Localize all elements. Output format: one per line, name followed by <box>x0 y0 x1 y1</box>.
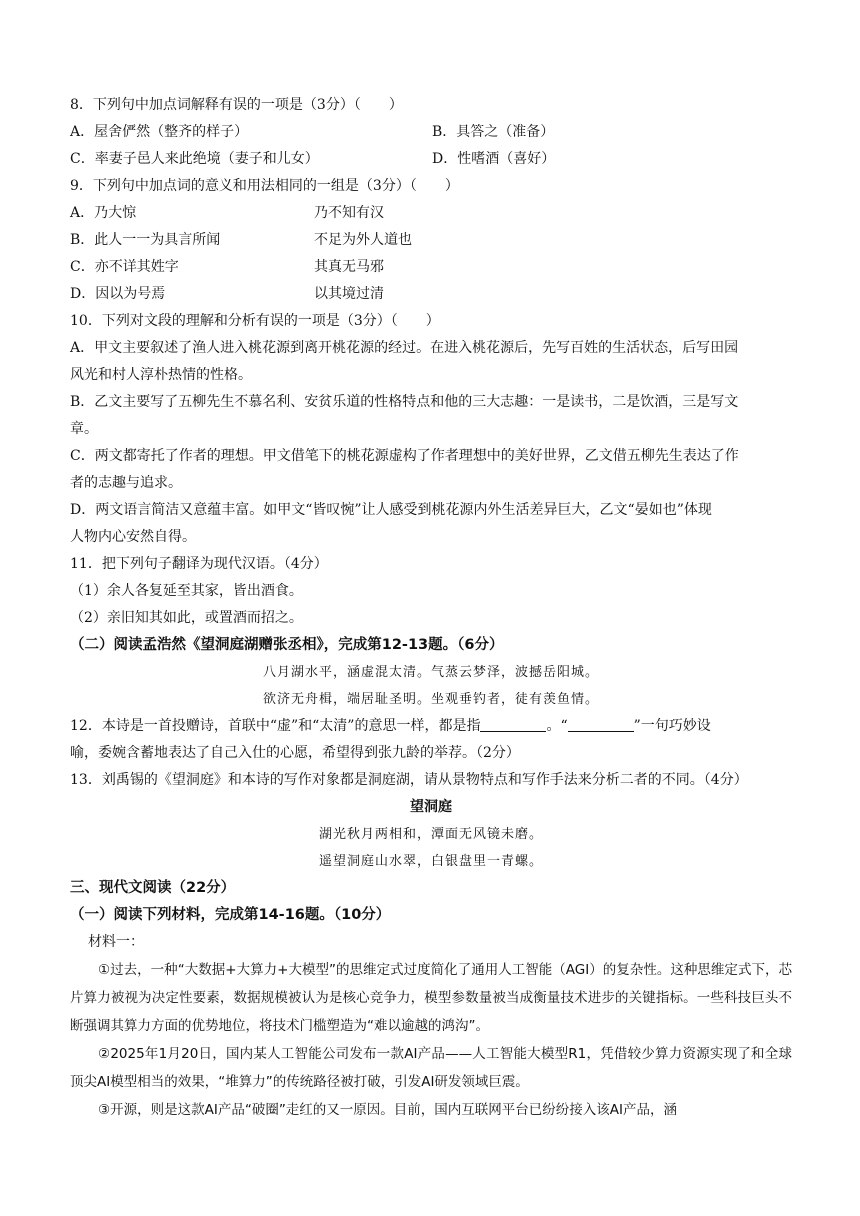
q8-option-d: D．性嗜酒（喜好） <box>432 151 556 167</box>
q12-text-1: 12．本诗是一首投赠诗，首联中“虚”和“太清”的意思一样，都是指 <box>70 718 481 734</box>
q8-stem: 8．下列句中加点词解释有误的一项是（3分）（ ） <box>70 97 403 113</box>
q9-d-left: D．因以为号焉 <box>70 286 166 302</box>
q9-row-b <box>70 227 792 254</box>
q10-stem: 10．下列对文段的理解和分析有误的一项是（3分）（ ） <box>70 313 440 329</box>
q10-option-a-line1: A．甲文主要叙述了渔人进入桃花源到离开桃花源的经过。在进入桃花源后，先写百姓的生活状态，后写田园 <box>70 340 739 356</box>
q9-stem: 9．下列句中加点词的意义和用法相同的一组是（3分）（ ） <box>70 178 459 194</box>
q10-option-c-line1: C．两文都寄托了作者的理想。甲文借笔下的桃花源虚构了作者理想中的美好世界，乙文借五柳先生表达了作 <box>70 448 739 464</box>
q9-d-right: 以其境过清 <box>314 286 384 302</box>
q8-options-row-2 <box>70 146 792 173</box>
q8-option-a: A．屋舍俨然（整齐的样子） <box>70 124 249 140</box>
q12-text-3: ”一句巧妙设 <box>633 718 711 734</box>
q11-sentence-2: （2）亲旧知其如此，或置酒而招之。 <box>70 610 303 626</box>
q12-line-1 <box>70 713 792 740</box>
material-paragraph-3: ③开源，则是这款AI产品“破圈”走红的又一原因。目前，国内互联网平台已纷纷接入该AI产品，涵 <box>98 1102 678 1118</box>
q10-option-b-line2: 章。 <box>70 421 98 437</box>
q9-row-a <box>70 200 792 227</box>
q10-option-a-line2: 风光和村人淳朴热情的性格。 <box>70 367 252 383</box>
q11-sentence-1: （1）余人各复延至其家，皆出酒食。 <box>70 583 303 599</box>
q8-options-row-1 <box>70 119 792 146</box>
q10-option-b-line1: B．乙文主要写了五柳先生不慕名利、安贫乐道的性格特点和他的三大志趣：一是读书，二是饮酒，三是写文 <box>70 394 739 410</box>
q12-line-2: 喻，委婉含蓄地表达了自己入仕的心愿，希望得到张九龄的举荐。（2分） <box>70 745 520 761</box>
section3-subheading: （一）阅读下列材料，完成第14-16题。（10分） <box>70 907 391 923</box>
q9-row-d <box>70 281 792 308</box>
material-label: 材料一： <box>88 934 144 950</box>
q13-poem-line-1: 湖光秋月两相和，潭面无风镜未磨。 <box>318 827 543 842</box>
q10-option-d-line2: 人物内心安然自得。 <box>70 529 196 545</box>
q10-option-d-line1: D．两文语言简洁又意蕴丰富。如甲文“皆叹惋”让人感受到桃花源内外生活差异巨大，乙文“晏如也”体现 <box>70 502 712 518</box>
q11-stem: 11．把下列句子翻译为现代汉语。（4分） <box>70 556 328 572</box>
q9-a-right: 乃不知有汉 <box>314 205 384 221</box>
q12-text-2: 。“ <box>546 718 568 734</box>
q9-b-right: 不足为外人道也 <box>314 232 412 248</box>
q12-blank-2[interactable] <box>568 715 634 732</box>
q13-poem-line-2: 遥望洞庭山水翠，白银盘里一青螺。 <box>318 854 543 869</box>
q13-poem-title: 望洞庭 <box>410 799 452 815</box>
section2-heading: （二）阅读孟浩然《望洞庭湖赠张丞相》，完成第12-13题。（6分） <box>70 637 504 653</box>
q12-blank-1[interactable] <box>480 715 546 732</box>
q9-c-left: C．亦不详其姓字 <box>70 259 179 275</box>
q8-option-b: B．具答之（准备） <box>432 124 555 140</box>
section3-heading: 三、现代文阅读（22分） <box>70 880 236 896</box>
poem-line-2: 欲济无舟楫，端居耻圣明。坐观垂钓者，徒有羡鱼情。 <box>262 692 599 707</box>
q9-c-right: 其真无马邪 <box>314 259 384 275</box>
q9-a-left: A．乃大惊 <box>70 205 137 221</box>
q9-row-c <box>70 254 792 281</box>
material-paragraph-1: ①过去，一种“大数据+大算力+大模型”的思维定式过度简化了通用人工智能（AGI）的复杂性。这种思维定式下，芯片算力被视为决定性要素，数据规模被认为是核心竞争力，模型参数量被当成衡量技术进步的关键指标。一些科技巨头不断强调其算力方面的优势地位，将技术门槛塑造为“难以逾越的鸿沟”。 <box>70 962 792 1034</box>
q13-stem: 13．刘禹锡的《望洞庭》和本诗的写作对象都是洞庭湖，请从景物特点和写作手法来分析二者的不同。（4分） <box>70 772 748 788</box>
q9-b-left: B．此人一一为具言所闻 <box>70 232 221 248</box>
exam-page <box>70 92 792 1124</box>
q8-option-c: C．率妻子邑人来此绝境（妻子和儿女） <box>70 151 319 167</box>
material-paragraph-2: ②2025年1月20日，国内某人工智能公司发布一款AI产品——人工智能大模型R1，凭借较少算力资源实现了和全球顶尖AI模型相当的效果，“堆算力”的传统路径被打破，引发AI研发领域巨震。 <box>70 1046 792 1090</box>
q10-option-c-line2: 者的志趣与追求。 <box>70 475 182 491</box>
poem-line-1: 八月湖水平，涵虚混太清。气蒸云梦泽，波撼岳阳城。 <box>262 665 599 680</box>
